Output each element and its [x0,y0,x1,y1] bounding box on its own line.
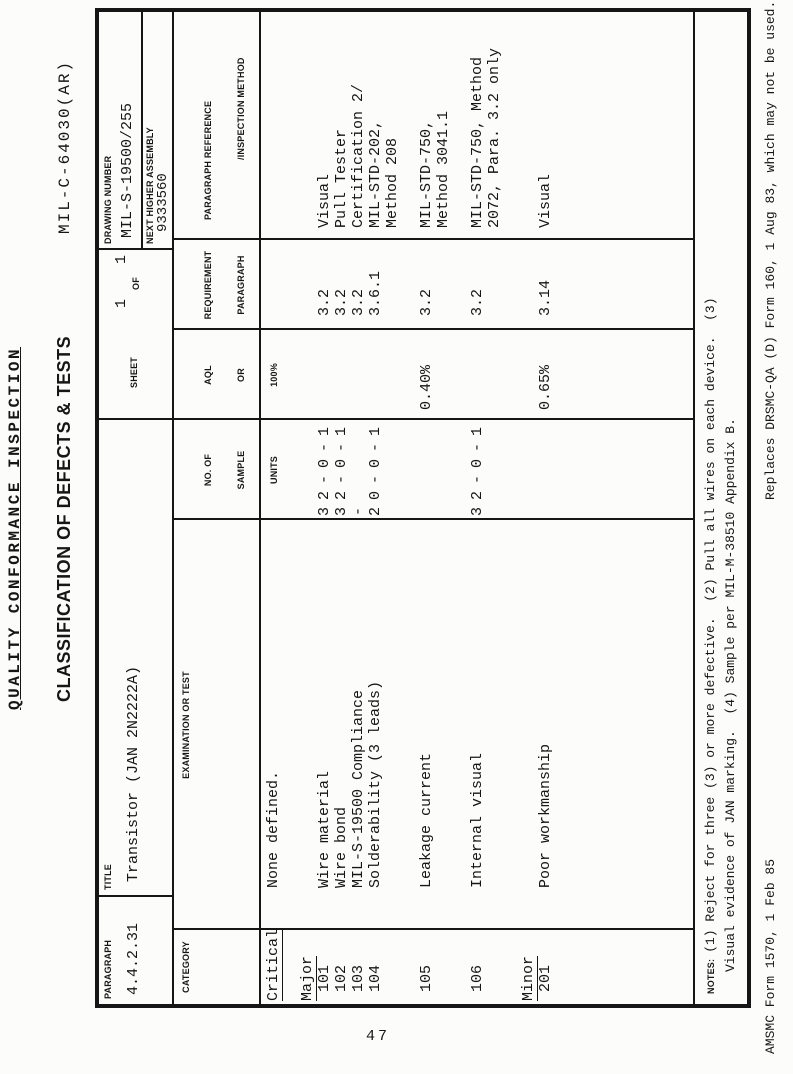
table-cell-aql [316,330,333,410]
page-number: 47 [366,1028,391,1045]
table-cell-aql [469,330,486,410]
table-cell-aql [282,330,299,410]
table-cell-exam [452,520,469,888]
table-cell-exam: Solderability (3 leads) [367,680,384,888]
table-cell-exam: Poor workmanship [537,743,554,888]
table-cell-aql [299,330,316,410]
column-header-line: OR [236,368,246,382]
sheet-label: SHEET [129,356,139,388]
title-label: TITLE [103,864,113,890]
table-cell-aql [384,330,401,410]
table-cell-ref [503,14,520,228]
table-cell-ref: Visual [537,173,554,228]
table-cell-aql [350,330,367,410]
sheet-total: 1 [113,254,130,264]
table-cell-sample [299,418,316,516]
sheet-current: 1 [113,298,130,308]
form-footer-right: Replaces DRSMC-QA (D) Form 160, 1 Aug 83, which may not be used. [763,0,778,500]
notes-line-1 [703,297,718,994]
paragraph-label: PARAGRAPH [103,939,113,999]
row-divider [693,12,695,1004]
table-cell-req [265,240,282,316]
table-cell-exam: Internal visual [469,752,486,888]
table-cell-req: 3.2 [469,288,486,316]
table-cell-ref: Certification 2/ [350,83,367,228]
next-higher-assembly-value: 9333560 [155,173,171,232]
column-header-line: UNITS [269,456,279,484]
table-cell-ref: MIL-STD-750, [418,119,435,228]
body-col-ref [265,14,554,228]
table-cell-ref [265,14,282,228]
column-header-line: NO. OF [203,453,213,487]
form-title: CLASSIFICATION OF DEFECTS & TESTS [54,335,74,702]
table-cell-exam: Wire bond [333,806,350,888]
next-higher-assembly-label: NEXT HIGHER ASSEMBLY [145,127,155,244]
table-cell-exam: Wire material [316,770,333,888]
body-col-category [265,927,554,1001]
table-cell-req [520,240,537,316]
notes-label: NOTES: [706,958,716,994]
table-cell-aql [452,330,469,410]
table-cell-sample [435,418,452,516]
table-cell-aql: 0.40% [418,364,435,410]
column-header-line: AQL [203,365,213,385]
table-cell-exam: MIL-S-19500 Compliance [350,689,367,888]
table-cell-req [503,240,520,316]
column-header-line: PARAGRAPH REFERENCE [203,100,213,220]
table-cell-aql [486,330,503,410]
table-cell-exam: None defined. [265,770,282,888]
table-cell-exam [503,520,520,888]
table-cell-category [435,927,452,1001]
table-cell-sample: 32-0-1 [469,419,486,516]
notes-text: (1) Reject for three (3) or more defective. (2) Pull all wires on each device. (3) [703,297,718,953]
body-col-req [265,240,554,316]
table-cell-req: 3.14 [537,279,554,316]
paragraph-value: 4.4.2.31 [125,922,142,995]
table-cell-ref: 2072, Para. 3.2 only [486,47,503,228]
table-cell-ref: Method 3041.1 [435,110,452,228]
table-cell-sample [418,418,435,516]
table-cell-category: 102 [333,964,350,992]
table-cell-sample: 32-0-1 [333,419,350,516]
drawing-number-label: DRAWING NUMBER [103,155,113,244]
notes-line-2: Visual evidence of JAN marking. (4) Sample per MIL-M-38510 Appendix B. [723,418,738,972]
table-cell-sample [282,418,299,516]
table-cell-aql [265,330,282,410]
category-group-label: Major [299,955,316,1001]
table-cell-ref: Method 208 [384,137,401,228]
table-cell-req: 3.2 [333,288,350,316]
table-cell-req: 3.2 [418,288,435,316]
table-cell-ref: MIL-STD-202, [367,119,384,228]
body-col-sample [265,418,554,516]
table-cell-req [282,240,299,316]
table-cell-exam [299,520,316,888]
column-header-line: PARAGRAPH [236,255,246,315]
cell-divider [99,895,172,897]
column-header-line: REQUIREMENT [203,250,213,320]
drawing-number-value: MIL-S-19500/255 [119,102,136,238]
column-header-reference [181,57,269,220]
table-cell-exam [520,520,537,888]
column-header-line: SAMPLE [236,450,246,490]
column-header-line: 100% [269,363,279,387]
table-cell-exam [282,520,299,888]
table-cell-category [299,927,316,1001]
table-cell-aql [401,330,418,410]
table-cell-sample: 32-0-1 [316,419,333,516]
table-cell-req [384,240,401,316]
table-cell-category [452,927,469,1001]
body-col-exam [265,520,554,888]
table-cell-sample [265,418,282,516]
table-cell-category [384,927,401,1001]
table-cell-ref [282,14,299,228]
table-cell-req: 3.6.1 [367,270,384,316]
table-cell-sample [503,418,520,516]
cell-divider [141,12,143,250]
table-cell-category [282,927,299,1001]
category-group-label: Critical [265,928,282,1001]
classification-table [95,8,751,1008]
table-cell-ref [520,14,537,228]
table-cell-sample [537,418,554,516]
table-cell-aql [503,330,520,410]
table-cell-exam [401,520,418,888]
form-footer-left: AMSMC Form 1570, 1 Feb 85 [763,858,778,1054]
table-cell-req: 3.2 [316,288,333,316]
table-cell-aql [520,330,537,410]
table-cell-category [520,927,537,1001]
table-cell-sample [401,418,418,516]
table-cell-category [265,927,282,1001]
table-cell-category: 104 [367,964,384,992]
table-cell-ref: MIL-STD-750, Method [469,56,486,228]
table-cell-ref: Pull Tester [333,128,350,228]
table-cell-req: 3.2 [350,288,367,316]
table-cell-sample: 20-0-1 [367,419,384,516]
table-cell-exam [384,520,401,888]
table-cell-ref [299,14,316,228]
table-cell-sample [384,418,401,516]
table-cell-ref [401,14,418,228]
table-cell-category: 103 [350,964,367,992]
body-col-aql [265,330,554,410]
table-cell-exam: Leakage current [418,752,435,888]
table-cell-category [503,927,520,1001]
table-cell-exam [435,520,452,888]
table-cell-aql [333,330,350,410]
table-cell-ref: Visual [316,173,333,228]
column-header-requirement [181,240,269,330]
cell-divider [99,418,172,420]
table-cell-exam [486,520,503,888]
table-cell-aql [367,330,384,410]
table-cell-req [452,240,469,316]
table-cell-sample [486,418,503,516]
column-header-examination: EXAMINATION OR TEST [181,671,191,779]
table-cell-req [435,240,452,316]
sheet-of-label: OF [131,277,141,290]
table-cell-category [401,927,418,1001]
table-cell-sample [520,418,537,516]
category-group-label: Minor [520,955,537,1001]
page-header: QUALITY CONFORMANCE INSPECTION [6,346,24,710]
table-cell-sample: - [350,499,367,516]
table-cell-category: 106 [469,964,486,992]
title-value: Transistor (JAN 2N2222A) [125,665,142,882]
document-number: MIL-C-64030(AR) [56,59,74,234]
table-cell-req [401,240,418,316]
table-cell-ref [452,14,469,228]
cell-divider [99,248,172,250]
column-header-category: CATEGORY [181,941,191,993]
row-divider [172,12,174,1004]
table-cell-category: 101 [316,964,333,992]
table-cell-req [299,240,316,316]
column-header-line: /INSPECTION METHOD [236,57,246,160]
table-cell-req [486,240,503,316]
table-cell-sample [452,418,469,516]
table-cell-category [486,927,503,1001]
table-cell-aql [435,330,452,410]
table-cell-category: 105 [418,964,435,992]
table-cell-aql: 0.65% [537,364,554,410]
table-cell-category: 201 [537,964,554,992]
